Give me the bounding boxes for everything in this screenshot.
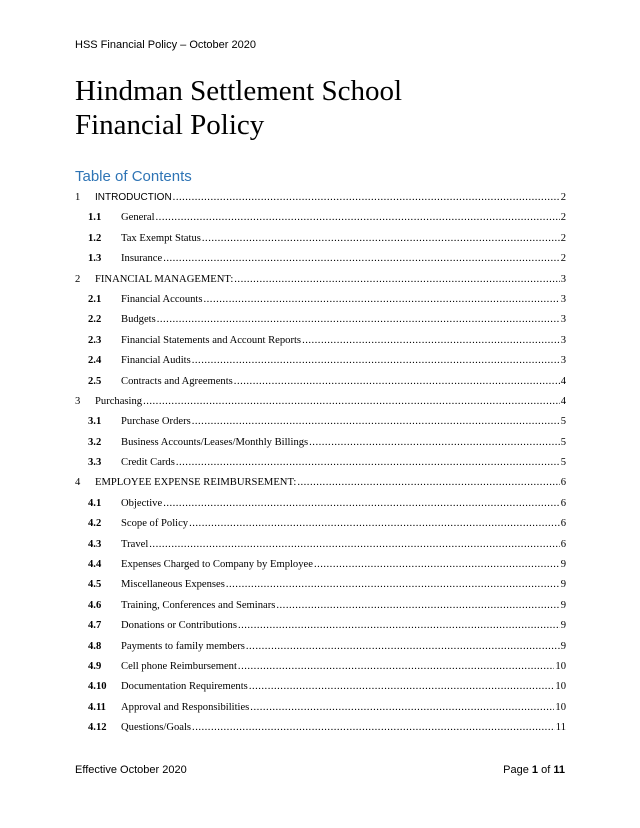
toc-entry-number: 3	[75, 395, 81, 407]
toc-dot-leader	[302, 331, 560, 351]
toc-entry-number: 2	[75, 273, 81, 285]
toc-entry-label: Purchasing	[95, 395, 143, 407]
toc-entry-number: 2.4	[88, 355, 102, 367]
toc-entry-label: General	[121, 212, 155, 224]
toc-dot-leader	[202, 229, 560, 249]
toc-dot-leader	[250, 698, 554, 718]
toc-entry-page: 9	[560, 579, 566, 591]
toc-dot-leader	[297, 473, 559, 493]
toc-entry[interactable]	[75, 473, 566, 493]
toc-entry[interactable]	[75, 310, 566, 330]
toc-entry[interactable]	[75, 392, 566, 412]
toc-dot-leader	[276, 596, 559, 616]
toc-dot-leader	[163, 494, 560, 514]
toc-entry[interactable]	[75, 718, 566, 738]
toc-entry-number: 4.4	[88, 559, 102, 571]
toc-entry-number: 2.5	[88, 375, 102, 387]
toc-entry-number: 3.2	[88, 436, 102, 448]
toc-entry-label: Expenses Charged to Company by Employee	[121, 559, 313, 571]
toc-entry-page: 10	[555, 660, 566, 672]
toc-entry-page: 6	[560, 497, 566, 509]
toc-entry[interactable]	[75, 208, 566, 228]
toc-entry-number: 1.2	[88, 232, 102, 244]
toc-entry-number: 3.1	[88, 416, 102, 428]
toc-entry[interactable]	[75, 677, 566, 697]
toc-entry-number: 4.2	[88, 518, 102, 530]
footer-effective-date: Effective October 2020	[75, 764, 187, 776]
toc-entry[interactable]	[75, 290, 566, 310]
document-title-line-1: Hindman Settlement School	[75, 75, 403, 107]
toc-entry[interactable]	[75, 372, 566, 392]
toc-entry-number: 3.3	[88, 457, 102, 469]
toc-entry[interactable]	[75, 616, 566, 636]
toc-entry-page: 2	[560, 232, 566, 244]
toc-entry[interactable]	[75, 412, 566, 432]
toc-entry-page: 2	[560, 192, 566, 203]
toc-entry-number: 1	[75, 192, 81, 203]
toc-dot-leader	[226, 575, 560, 595]
toc-entry-number: 4.1	[88, 497, 102, 509]
toc-entry-label: Budgets	[121, 314, 156, 326]
toc-entry-label: Purchase Orders	[121, 416, 191, 428]
toc-entry[interactable]	[75, 555, 566, 575]
toc-entry-label: Financial Accounts	[121, 293, 203, 305]
toc-dot-leader	[246, 637, 560, 657]
toc-entry[interactable]	[75, 229, 566, 249]
toc-dot-leader	[309, 433, 560, 453]
toc-entry-label: Insurance	[121, 253, 163, 265]
toc-entry-number: 4	[75, 477, 81, 489]
toc-entry[interactable]	[75, 270, 566, 290]
toc-dot-leader	[163, 249, 560, 269]
toc-entry-page: 5	[560, 436, 566, 448]
toc-entry-label: Travel	[121, 538, 149, 550]
toc-entry-label: Contracts and Agreements	[121, 375, 233, 387]
running-header: HSS Financial Policy – October 2020	[75, 39, 256, 51]
toc-entry[interactable]	[75, 637, 566, 657]
toc-entry-label: FINANCIAL MANAGEMENT:	[95, 273, 234, 285]
toc-dot-leader	[238, 616, 560, 636]
toc-dot-leader	[192, 718, 555, 738]
toc-dot-leader	[314, 555, 560, 575]
toc-dot-leader	[204, 290, 560, 310]
toc-entry-page: 6	[560, 538, 566, 550]
toc-entry-label: Miscellaneous Expenses	[121, 579, 225, 591]
table-of-contents	[75, 188, 566, 739]
toc-entry-page: 4	[560, 375, 566, 387]
toc-dot-leader	[192, 351, 560, 371]
toc-entry-number: 4.6	[88, 599, 102, 611]
toc-entry-label: Documentation Requirements	[121, 681, 248, 693]
toc-entry-label: Scope of Policy	[121, 518, 189, 530]
toc-entry[interactable]	[75, 188, 566, 208]
toc-dot-leader	[149, 535, 559, 555]
toc-dot-leader	[238, 657, 554, 677]
footer-page-current: 1	[531, 764, 539, 776]
toc-entry[interactable]	[75, 453, 566, 473]
toc-entry-page: 3	[560, 334, 566, 346]
toc-entry-page: 3	[560, 355, 566, 367]
toc-entry[interactable]	[75, 575, 566, 595]
toc-entry-number: 4.7	[88, 620, 102, 632]
toc-entry[interactable]	[75, 351, 566, 371]
toc-entry-number: 4.10	[88, 681, 107, 693]
toc-dot-leader	[249, 677, 555, 697]
toc-entry-page: 3	[560, 293, 566, 305]
toc-entry-label: Financial Statements and Account Reports	[121, 334, 302, 346]
toc-entry-page: 10	[555, 701, 566, 713]
toc-entry-label: Credit Cards	[121, 457, 175, 469]
document-title-line-2: Financial Policy	[75, 109, 265, 141]
toc-entry-page: 2	[560, 253, 566, 265]
toc-entry-page: 9	[560, 599, 566, 611]
toc-entry-number: 4.12	[88, 722, 107, 734]
toc-dot-leader	[176, 453, 560, 473]
toc-entry-label: Questions/Goals	[121, 722, 192, 734]
toc-entry-page: 9	[560, 559, 566, 571]
footer-page-total: 11	[553, 764, 565, 776]
toc-dot-leader	[192, 412, 560, 432]
toc-entry[interactable]	[75, 657, 566, 677]
toc-entry-page: 4	[560, 395, 566, 407]
toc-entry-page: 6	[560, 518, 566, 530]
toc-entry-number: 2.3	[88, 334, 102, 346]
toc-entry-page: 5	[560, 457, 566, 469]
toc-heading: Table of Contents	[75, 168, 192, 185]
toc-entry-number: 2.2	[88, 314, 102, 326]
toc-entry-label: Cell phone Reimbursement	[121, 660, 237, 672]
toc-dot-leader	[173, 188, 560, 208]
toc-entry-label: EMPLOYEE EXPENSE REIMBURSEMENT:	[95, 477, 297, 489]
toc-entry-page: 9	[560, 640, 566, 652]
toc-entry-label: Financial Audits	[121, 355, 191, 367]
toc-entry[interactable]	[75, 596, 566, 616]
toc-entry-number: 4.9	[88, 660, 102, 672]
toc-entry-page: 5	[560, 416, 566, 428]
toc-entry-number: 4.11	[88, 701, 106, 713]
toc-entry-label: Training, Conferences and Seminars	[121, 599, 276, 611]
document-title	[75, 74, 402, 142]
footer-page-number	[503, 764, 565, 776]
footer-page-of: of	[541, 764, 551, 776]
toc-entry[interactable]	[75, 331, 566, 351]
toc-entry-label: Payments to family members	[121, 640, 245, 652]
toc-entry-page: 11	[555, 722, 566, 734]
toc-dot-leader	[156, 208, 560, 228]
toc-entry-label: Approval and Responsibilities	[121, 701, 250, 713]
toc-entry-page: 2	[560, 212, 566, 224]
toc-entry-label: INTRODUCTION	[95, 192, 172, 203]
toc-dot-leader	[157, 310, 560, 330]
toc-entry[interactable]	[75, 494, 566, 514]
toc-entry-number: 1.1	[88, 212, 102, 224]
footer-page-prefix: Page	[503, 764, 529, 776]
toc-entry-number: 4.8	[88, 640, 102, 652]
toc-entry[interactable]	[75, 433, 566, 453]
toc-entry[interactable]	[75, 535, 566, 555]
toc-entry-page: 3	[560, 273, 566, 285]
toc-entry-page: 10	[555, 681, 566, 693]
toc-entry-number: 4.3	[88, 538, 102, 550]
toc-entry-label: Donations or Contributions	[121, 620, 237, 632]
toc-entry-number: 4.5	[88, 579, 102, 591]
toc-dot-leader	[234, 372, 560, 392]
toc-dot-leader	[143, 392, 560, 412]
toc-entry[interactable]	[75, 514, 566, 534]
toc-dot-leader	[189, 514, 560, 534]
toc-entry-number: 1.3	[88, 253, 102, 265]
toc-entry-page: 6	[560, 477, 566, 489]
toc-entry-page: 9	[560, 620, 566, 632]
toc-entry[interactable]	[75, 249, 566, 269]
toc-entry-label: Business Accounts/Leases/Monthly Billings	[121, 436, 309, 448]
toc-entry-label: Objective	[121, 497, 163, 509]
toc-entry-label: Tax Exempt Status	[121, 232, 201, 244]
toc-entry-number: 2.1	[88, 293, 102, 305]
toc-entry[interactable]	[75, 698, 566, 718]
toc-entry-page: 3	[560, 314, 566, 326]
toc-dot-leader	[234, 270, 559, 290]
